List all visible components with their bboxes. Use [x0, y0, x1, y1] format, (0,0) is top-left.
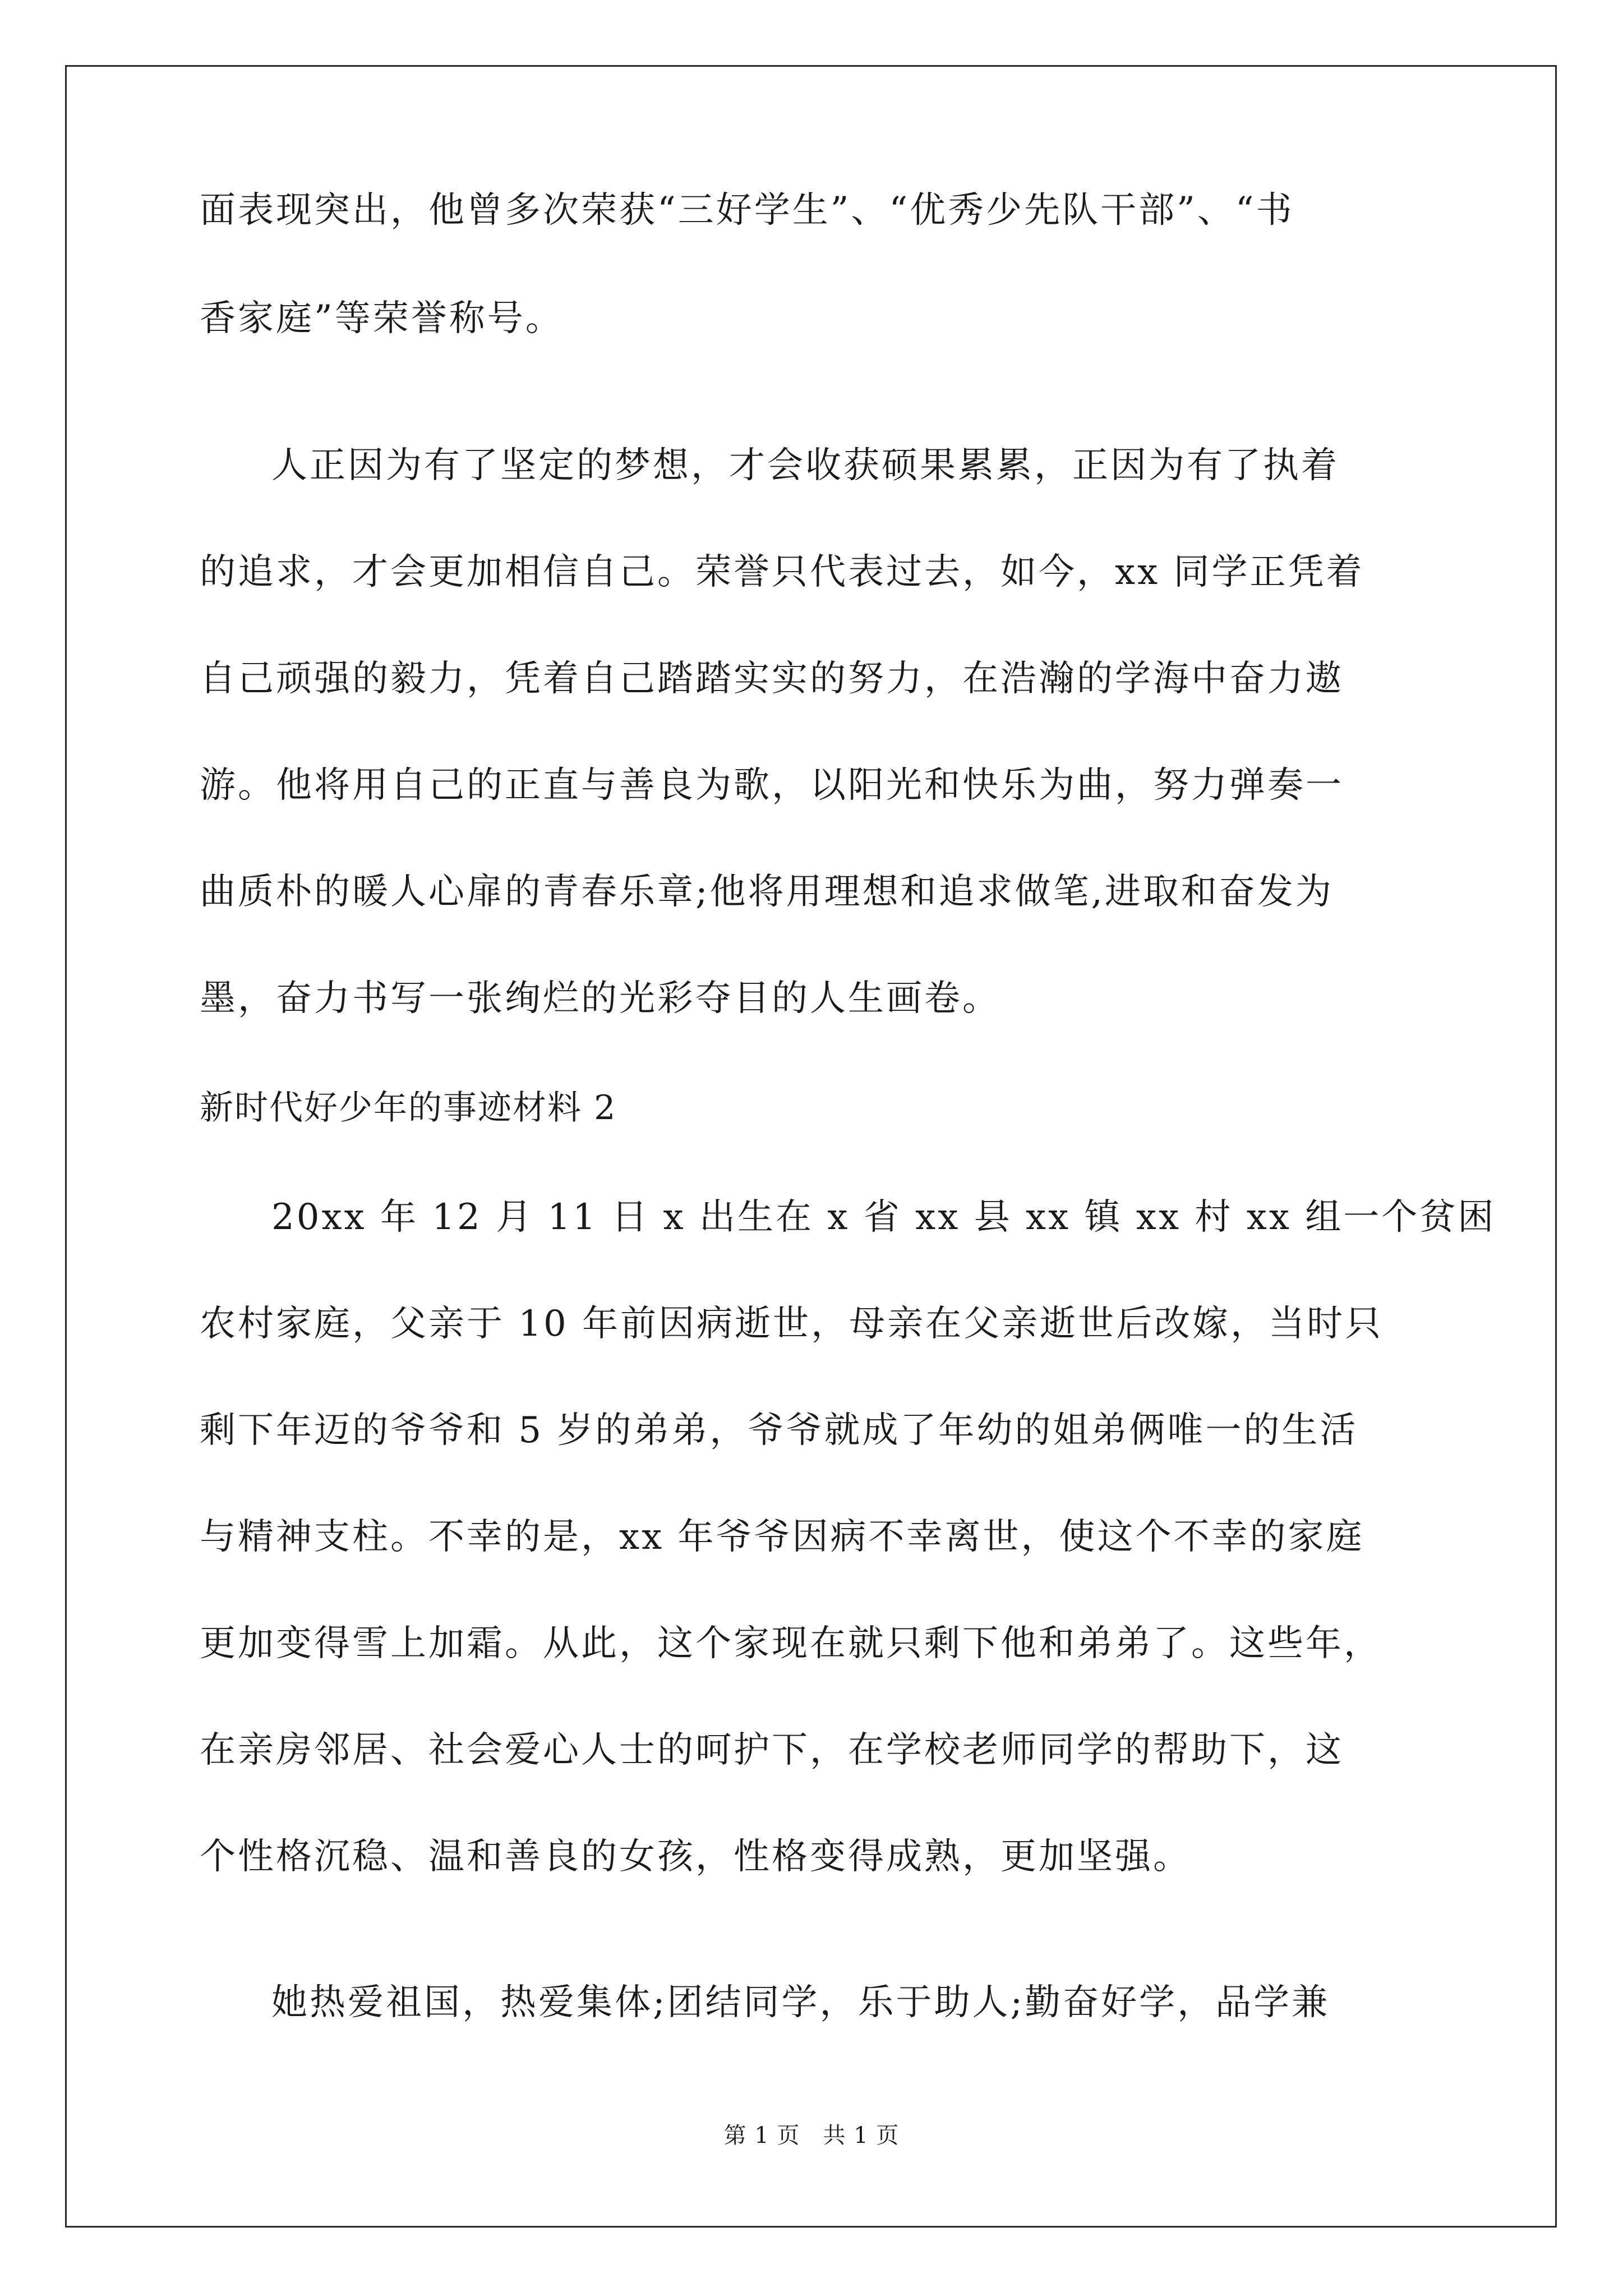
- paragraph-line: 曲质朴的暖人心扉的青春乐章;他将用理想和追求做笔,进取和奋发为: [200, 871, 1334, 913]
- section-heading: 新时代好少年的事迹材料 2: [200, 1088, 617, 1128]
- paragraph-line: 个性格沉稳、温和善良的女孩，性格变得成熟，更加坚强。: [200, 1836, 1191, 1878]
- paragraph-line: 游。他将用自己的正直与善良为歌，以阳光和快乐为曲，努力弹奏一: [200, 765, 1344, 806]
- paragraph-line: 她热爱祖国，热爱集体;团结同学，乐于助人;勤奋好学，品学兼: [271, 1982, 1330, 2023]
- paragraph-line: 20xx 年 12 月 11 日 x 出生在 x 省 xx 县 xx 镇 xx 村 xx 组一个贫困: [271, 1197, 1496, 1238]
- paragraph-line: 的追求，才会更加相信自己。荣誉只代表过去，如今，xx 同学正凭着: [200, 551, 1364, 593]
- paragraph-line: 农村家庭，父亲于 10 年前因病逝世，母亲在父亲逝世后改嫁，当时只: [200, 1303, 1384, 1345]
- paragraph-line: 香家庭”等荣誉称号。: [200, 298, 564, 339]
- page-border: [65, 65, 1557, 2228]
- paragraph-line: 人正因为有了坚定的梦想，才会收获硕果累累，正因为有了执着: [271, 445, 1339, 486]
- paragraph-line: 剩下年迈的爷爷和 5 岁的弟弟，爷爷就成了年幼的姐弟俩唯一的生活: [200, 1410, 1358, 1451]
- page-footer: 第 1 页 共 1 页: [723, 2123, 900, 2148]
- paragraph-line: 自己顽强的毅力，凭着自己踏踏实实的努力，在浩瀚的学海中奋力遨: [200, 658, 1344, 700]
- paragraph-line: 更加变得雪上加霜。从此，这个家现在就只剩下他和弟弟了。这些年，: [200, 1623, 1382, 1664]
- paragraph-line: 面表现突出，他曾多次荣获“三好学生”、“优秀少先队干部”、“书: [200, 190, 1294, 231]
- paragraph-line: 墨，奋力书写一张绚烂的光彩夺目的人生画卷。: [200, 978, 1000, 1019]
- paragraph-line: 在亲房邻居、社会爱心人士的呵护下，在学校老师同学的帮助下，这: [200, 1729, 1344, 1771]
- paragraph-line: 与精神支柱。不幸的是，xx 年爷爷因病不幸离世，使这个不幸的家庭: [200, 1516, 1364, 1558]
